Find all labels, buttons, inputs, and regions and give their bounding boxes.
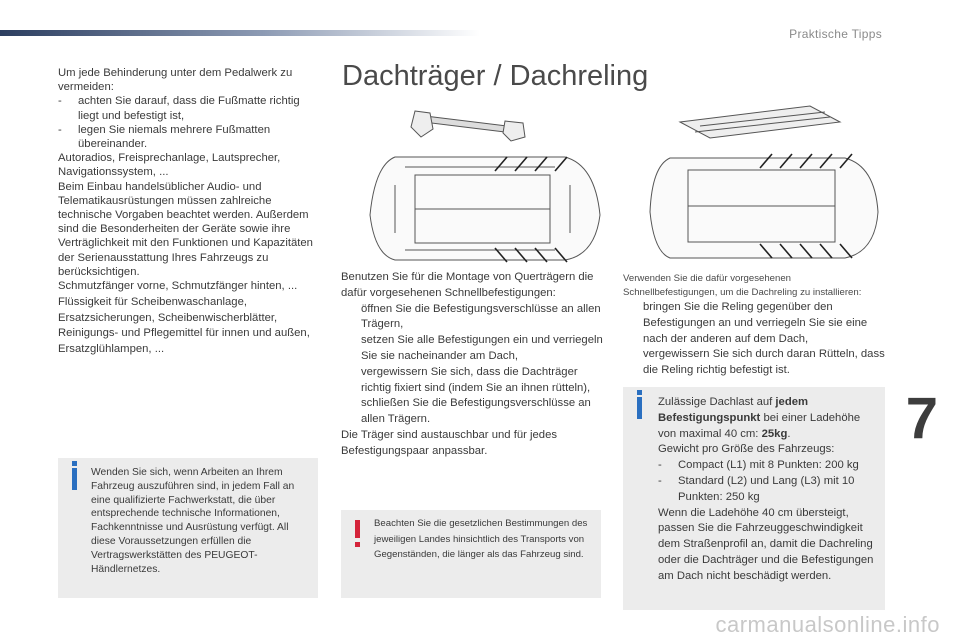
pedal-intro: Um jede Behinderung unter dem Pedalwerk zu vermeiden: [58, 67, 293, 94]
list-item [341, 365, 606, 397]
info-icon [637, 397, 642, 419]
audio-paragraph: Autoradios, Freisprechanlage, Lautsprecher, Navigationssystem, ... Beim Einbau handelsüblicher Audio- und Telematikausrüstungen müssen zahlreiche technische Vorgaben beachtet werden. Außerdem sind die Besonderheiten der Geräte sowie ihre Verträglichkeit mit den Funktionen und Kapazitäten der Serienausstattung Ihres Fahrzeugs zu berücksichtigen. [58, 152, 313, 278]
dash-item [658, 458, 879, 474]
column-middle [341, 270, 606, 460]
load-info-box [623, 387, 885, 610]
bullet-icon [341, 365, 361, 397]
rail-intro: Verwenden Sie die dafür vorgesehenen Schnellbefestigungen, um die Dachreling zu installieren: [623, 273, 862, 298]
crossbar-intro: Benutzen Sie für die Montage von Querträgern die dafür vorgesehenen Schnellbefestigungen: [341, 271, 594, 299]
load-outro: Wenn die Ladehöhe 40 cm übersteigt, passen Sie die Fahrzeuggeschwindigkeit dem Straßenprofil an, damit die Dachreling oder die Dachträger und die Befestigungen am Dach nicht beschädigt werden. [658, 506, 874, 582]
list-item [341, 333, 606, 365]
dash-item [58, 94, 320, 122]
load-bold-text: jedem Befestigungspunkt [658, 396, 809, 424]
list-text: vergewissern Sie sich, dass die Dachträger richtig fixiert sind (indem Sie an ihnen rütteln), [361, 365, 591, 394]
bullet-icon [623, 347, 643, 379]
bullet-icon [341, 302, 361, 334]
dash-text: Compact (L1) mit 8 Punkten: 200 kg [678, 459, 859, 472]
column-right [623, 272, 885, 379]
crossbar-illustration [355, 105, 610, 265]
dash-glyph: - [658, 459, 662, 472]
watermark: carmanualsonline.info [715, 612, 940, 637]
chapter-number: 7 [905, 386, 938, 451]
list-item [623, 347, 885, 379]
column-left [58, 66, 320, 358]
bullet-icon [623, 300, 643, 347]
load-info-text: Zulässige Dachlast auf jedem Befestigungspunkt bei einer Ladehöhe von maximal 40 cm: 25kg. Gewicht pro Größe des Fahrzeugs: - Compact (L1) mit 8 Punkten: 200 kg - Standard (L2) und Lang (L3) mit 10 Punkten: 250 kg Wenn die Ladehöhe 40 cm übersteigt, passen Sie die Fahrzeuggeschwindigkeit dem Straßenprofil an, damit die Dachreling oder die Dachträger und die Befestigungen am Dach nicht beschädigt werden. [658, 395, 879, 585]
info-text: Wenden Sie sich, wenn Arbeiten an Ihrem Fahrzeug auszuführen sind, in jedem Fall an eine qualifizierte Fachwerkstatt, die über entsprechende technische Informationen, Fachkenntnisse und Ausrüstung verfügt. All diese Voraussetzungen erfüllen die Vertragswerkstätten des PEUGEOT-Händlernetzes. [91, 467, 295, 575]
list-text: setzen Sie alle Befestigungen ein und verriegeln Sie sie nacheinander am Dach, [361, 334, 603, 362]
list-item [623, 300, 885, 347]
bullet-icon [341, 396, 361, 428]
load-text: Zulässige Dachlast auf [658, 396, 776, 408]
dash-glyph: - [58, 123, 62, 136]
dash-glyph: - [58, 95, 62, 108]
list-text: bringen Sie die Reling gegenüber den Befestigungen an und verriegeln Sie sie eine nach der anderen auf dem Dach, [643, 301, 868, 345]
load-value: 25kg [761, 427, 788, 440]
list-text: vergewissern Sie sich durch daran Rütteln, dass die Reling richtig befestigt ist. [643, 348, 885, 377]
section-title: Praktische Tipps [789, 27, 882, 41]
list-text: schließen Sie die Befestigungsverschlüsse an allen Trägern. [361, 397, 591, 426]
accessories-list: Schmutzfänger vorne, Schmutzfänger hinten, ... Flüssigkeit für Scheibenwaschanlage, Ersatzsicherungen, Scheibenwischerblätter, Reinigungs- und Pflegemittel für innen und außen, Ersatzglühlampen, ... [58, 280, 310, 356]
header-bar [0, 30, 480, 36]
dash-text: achten Sie darauf, dass die Fußmatte richtig liegt und befestigt ist, [78, 95, 300, 122]
weight-heading: Gewicht pro Größe des Fahrzeugs: [658, 443, 835, 456]
info-icon [72, 468, 77, 490]
info-box [58, 458, 318, 598]
dash-text: legen Sie niemals mehrere Fußmatten übereinander. [78, 123, 271, 151]
dash-text: Standard (L2) und Lang (L3) mit 10 Punkten: 250 kg [678, 474, 855, 503]
warning-box [341, 510, 601, 598]
dash-item [58, 123, 320, 151]
list-item [341, 302, 606, 334]
list-item [341, 396, 606, 428]
list-text: öffnen Sie die Befestigungsverschlüsse an allen Trägern, [361, 302, 601, 331]
load-text: bei einer Ladehöhe von maximal 40 cm: [658, 411, 861, 440]
dash-glyph: - [658, 474, 662, 487]
dash-item [658, 474, 879, 506]
crossbar-outro: Die Träger sind austauschbar und für jedes Befestigungspaar anpassbar. [341, 428, 558, 457]
warning-text: Beachten Sie die gesetzlichen Bestimmungen des jeweiligen Landes hinsichtlich des Transports von Gegenständen, die länger als das Fahrzeug sind. [374, 518, 588, 560]
warning-icon [355, 520, 360, 538]
bullet-icon [341, 333, 361, 365]
roof-rail-illustration [640, 102, 890, 264]
page-title: Dachträger / Dachreling [342, 60, 649, 92]
